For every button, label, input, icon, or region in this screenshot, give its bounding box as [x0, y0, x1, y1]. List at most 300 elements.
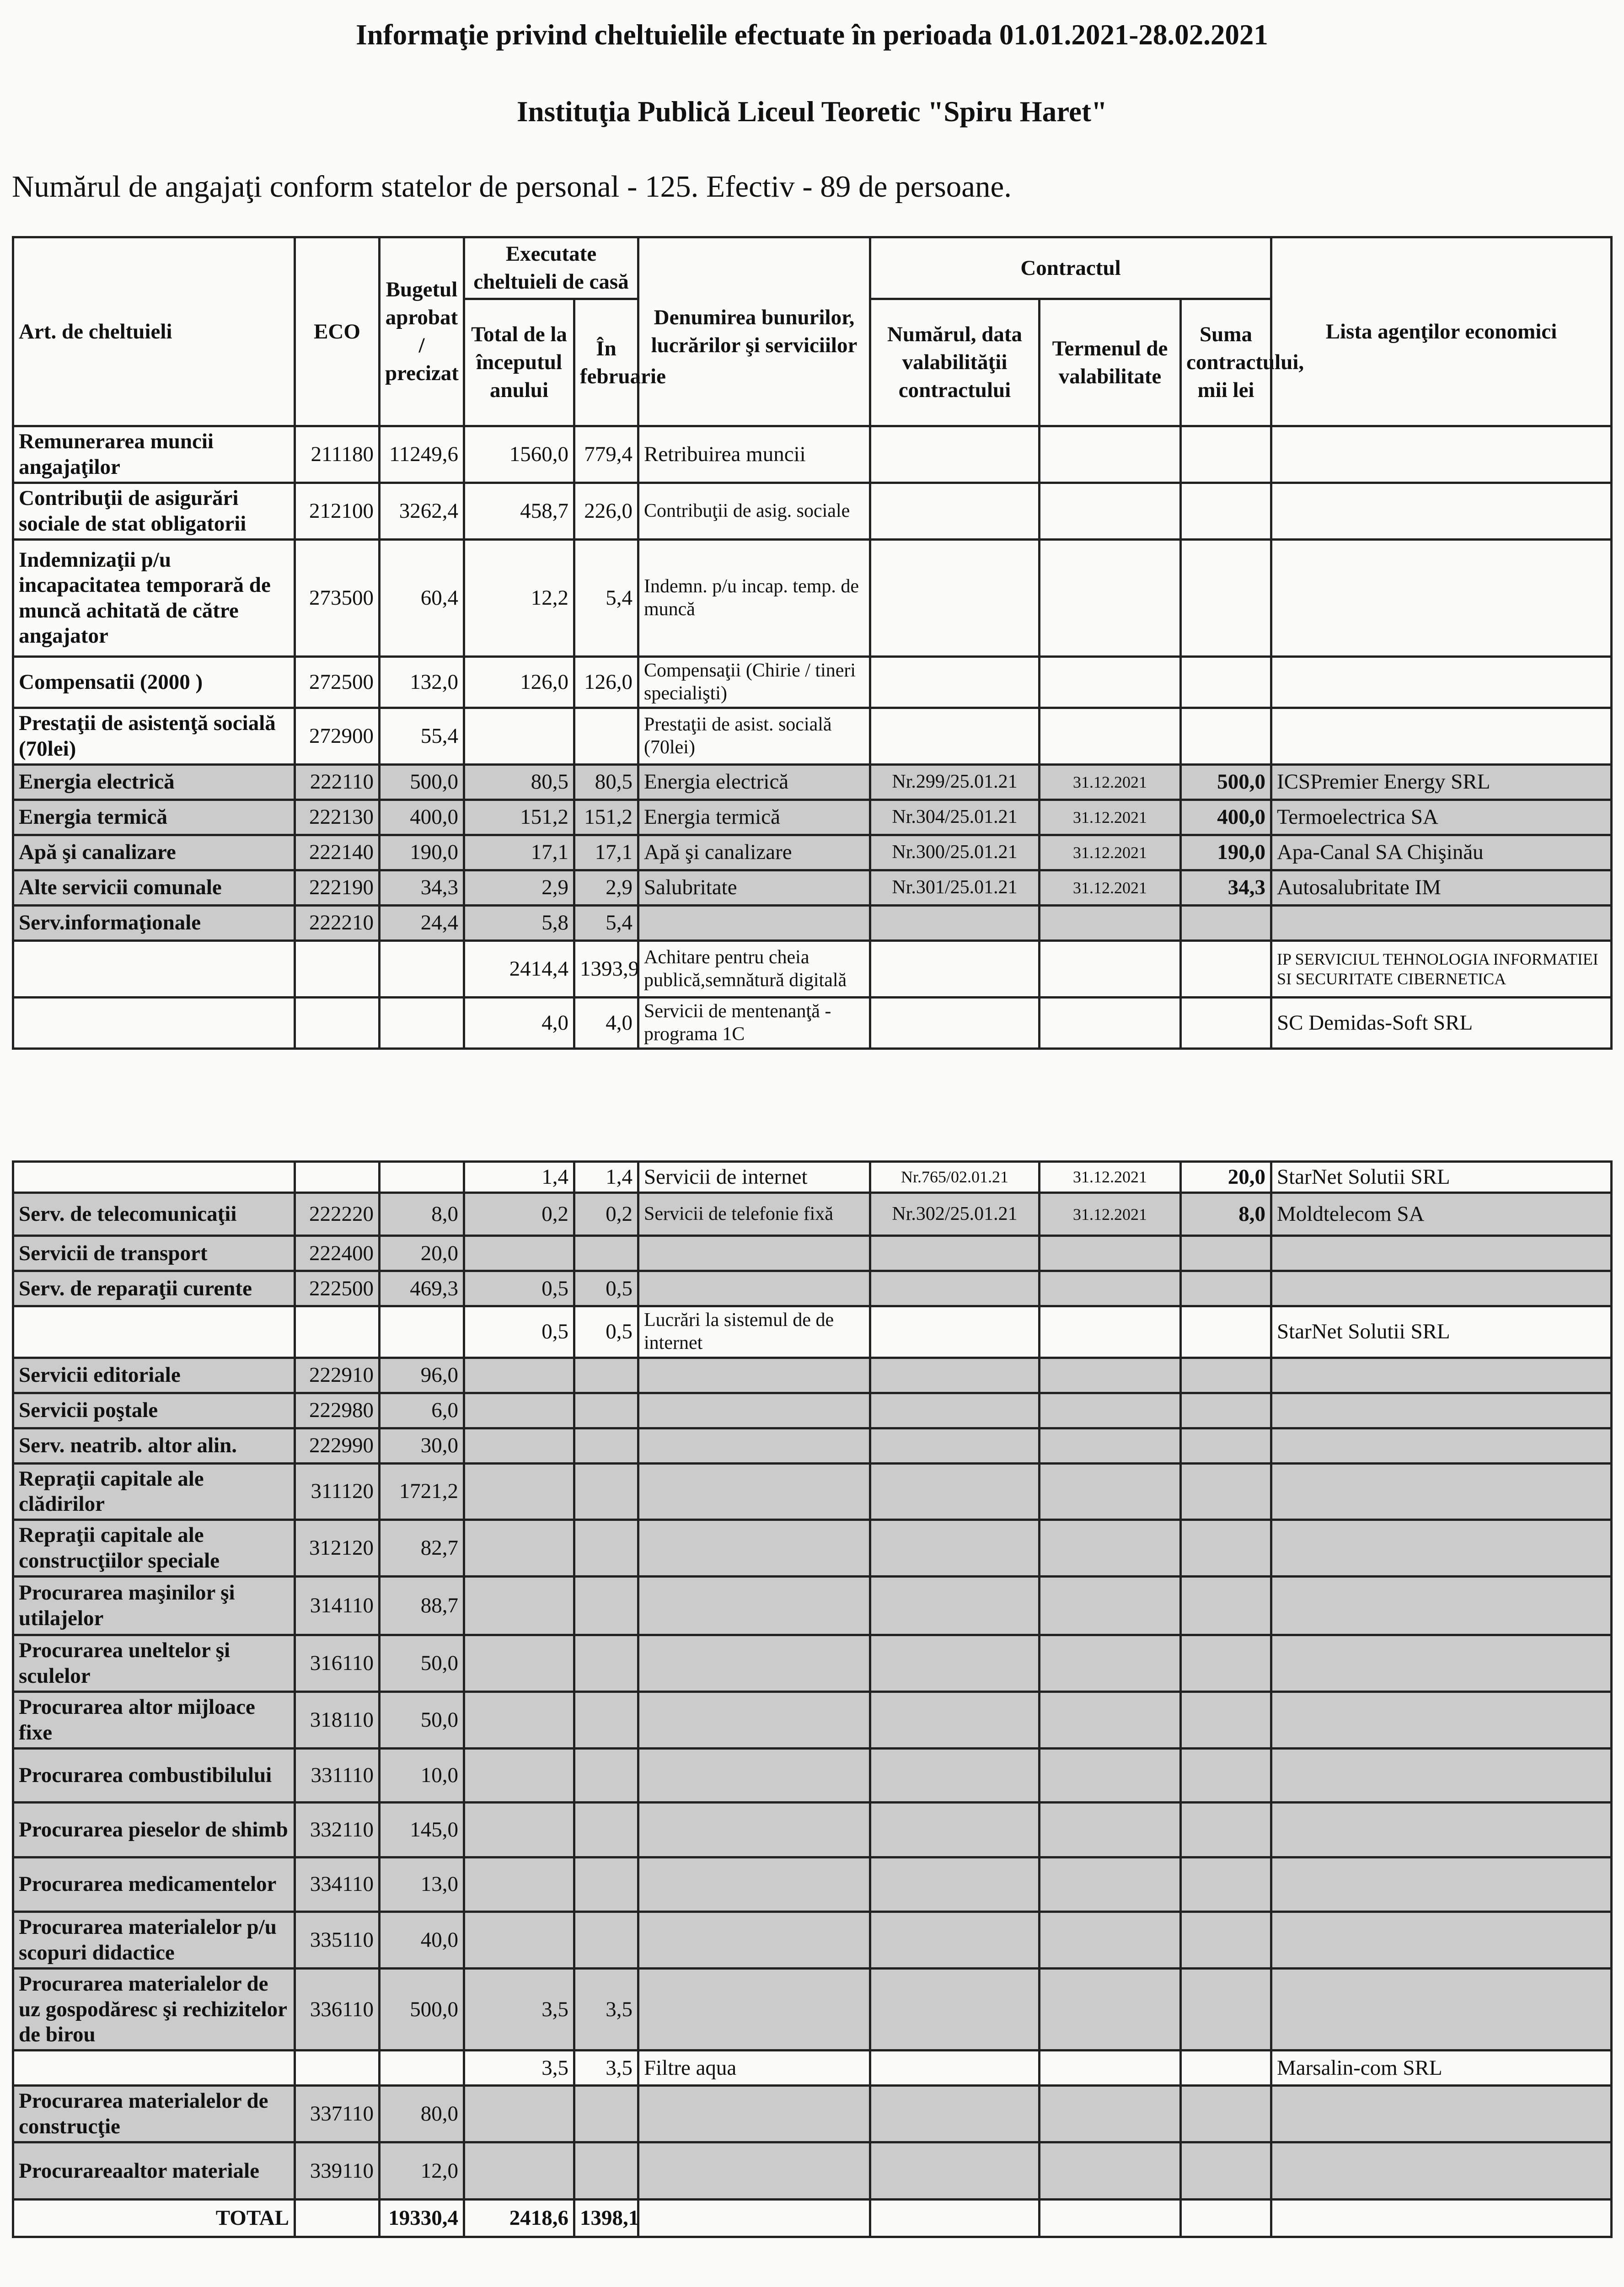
cell-eco: 222210	[295, 906, 380, 941]
col-contract-no-header: Numărul, data valabilităţii contractului	[870, 299, 1040, 426]
cell-art: TOTAL	[13, 2200, 295, 2237]
cell-sum	[1181, 1271, 1271, 1306]
table-row	[13, 1271, 1612, 1306]
cell-ytd: 1,4	[464, 1162, 574, 1193]
cell-term	[1040, 1635, 1181, 1692]
cell-ytd: 17,1	[464, 835, 574, 870]
cell-eco: 222140	[295, 835, 380, 870]
cell-budget: 34,3	[380, 870, 464, 906]
cell-sum	[1181, 2142, 1271, 2200]
cell-desc: Contribuţii de asig. sociale	[638, 483, 870, 540]
cell-sum: 190,0	[1181, 835, 1271, 870]
cell-agent: IP SERVICIUL TEHNOLOGIA INFORMATIEI SI SECURITATE CIBERNETICA	[1271, 941, 1612, 998]
table-row	[13, 483, 1612, 540]
cell-ytd	[464, 1428, 574, 1463]
cell-eco	[295, 941, 380, 998]
cell-budget: 24,4	[380, 906, 464, 941]
cell-contract	[870, 1236, 1040, 1271]
cell-budget: 11249,6	[380, 426, 464, 483]
cell-contract: Nr.299/25.01.21	[870, 765, 1040, 800]
cell-ytd	[464, 1393, 574, 1428]
cell-contract	[870, 906, 1040, 941]
cell-art: Servicii editoriale	[13, 1358, 295, 1393]
cell-desc	[638, 1858, 870, 1912]
cell-desc: Prestaţii de asist. socială (70lei)	[638, 708, 870, 765]
cell-contract: Nr.300/25.01.21	[870, 835, 1040, 870]
cell-desc	[638, 1428, 870, 1463]
cell-budget: 80,0	[380, 2086, 464, 2142]
cell-agent: Termoelectrica SA	[1271, 800, 1612, 835]
cell-eco: 273500	[295, 540, 380, 657]
cell-eco: 318110	[295, 1692, 380, 1749]
cell-eco: 334110	[295, 1858, 380, 1912]
cell-eco: 222220	[295, 1193, 380, 1236]
cell-contract	[870, 2200, 1040, 2237]
cell-ytd: 80,5	[464, 765, 574, 800]
cell-contract	[870, 1577, 1040, 1635]
cell-month: 1,4	[574, 1162, 638, 1193]
cell-art: Contribuţii de asigurări sociale de stat obligatorii	[13, 483, 295, 540]
cell-month: 0,2	[574, 1193, 638, 1236]
cell-term	[1040, 1969, 1181, 2051]
cell-agent: SC Demidas-Soft SRL	[1271, 998, 1612, 1049]
cell-month	[574, 1803, 638, 1858]
cell-desc	[638, 1393, 870, 1428]
cell-agent	[1271, 2086, 1612, 2142]
table-row	[13, 941, 1612, 998]
cell-month	[574, 1463, 638, 1520]
cell-contract	[870, 1393, 1040, 1428]
cell-eco: 311120	[295, 1463, 380, 1520]
cell-sum: 34,3	[1181, 870, 1271, 906]
cell-sum	[1181, 1577, 1271, 1635]
expenses-table	[12, 236, 1613, 1050]
cell-budget: 400,0	[380, 800, 464, 835]
cell-desc	[638, 1912, 870, 1969]
cell-term	[1040, 2142, 1181, 2200]
cell-ytd: 2414,4	[464, 941, 574, 998]
cell-month	[574, 1635, 638, 1692]
cell-month: 0,5	[574, 1271, 638, 1306]
cell-desc: Servicii de mentenanţă - programa 1C	[638, 998, 870, 1049]
cell-agent	[1271, 1692, 1612, 1749]
cell-sum: 500,0	[1181, 765, 1271, 800]
table-body-bottom	[13, 1162, 1612, 2237]
cell-month: 2,9	[574, 870, 638, 906]
cell-term	[1040, 1749, 1181, 1803]
col-agents-header: Lista agenţilor economici	[1271, 237, 1612, 426]
cell-art: Energia termică	[13, 800, 295, 835]
cell-sum	[1181, 1912, 1271, 1969]
cell-eco: 222910	[295, 1358, 380, 1393]
table-body-top	[13, 426, 1612, 1049]
cell-sum	[1181, 483, 1271, 540]
cell-agent	[1271, 1803, 1612, 1858]
cell-art: Procurarea materialelor de construcţie	[13, 2086, 295, 2142]
cell-contract	[870, 1520, 1040, 1577]
cell-eco: 331110	[295, 1749, 380, 1803]
cell-term	[1040, 1520, 1181, 1577]
cell-art: Compensatii (2000 )	[13, 657, 295, 708]
cell-agent	[1271, 1749, 1612, 1803]
cell-art: Repraţii capitale ale construcţiilor speciale	[13, 1520, 295, 1577]
table-row	[13, 906, 1612, 941]
cell-term	[1040, 2086, 1181, 2142]
cell-art: Servicii de transport	[13, 1236, 295, 1271]
table-row	[13, 1428, 1612, 1463]
cell-agent	[1271, 1858, 1612, 1912]
cell-contract: Nr.301/25.01.21	[870, 870, 1040, 906]
cell-desc	[638, 1358, 870, 1393]
cell-desc: Apă şi canalizare	[638, 835, 870, 870]
cell-month: 80,5	[574, 765, 638, 800]
cell-sum	[1181, 1428, 1271, 1463]
cell-agent: Marsalin-com SRL	[1271, 2051, 1612, 2086]
cell-term	[1040, 1463, 1181, 1520]
cell-term	[1040, 1577, 1181, 1635]
table-row	[13, 835, 1612, 870]
cell-budget: 190,0	[380, 835, 464, 870]
table-row	[13, 800, 1612, 835]
cell-contract	[870, 941, 1040, 998]
cell-agent: StarNet Solutii SRL	[1271, 1162, 1612, 1193]
cell-ytd	[464, 1236, 574, 1271]
table-row	[13, 1858, 1612, 1912]
table-row	[13, 1912, 1612, 1969]
cell-desc	[638, 906, 870, 941]
cell-eco: 336110	[295, 1969, 380, 2051]
cell-term: 31.12.2021	[1040, 800, 1181, 835]
cell-desc: Lucrări la sistemul de de internet	[638, 1306, 870, 1358]
table-row	[13, 1393, 1612, 1428]
cell-term: 31.12.2021	[1040, 765, 1181, 800]
cell-term	[1040, 1236, 1181, 1271]
cell-art: Serv. neatrib. altor alin.	[13, 1428, 295, 1463]
cell-ytd	[464, 1749, 574, 1803]
table-row	[13, 657, 1612, 708]
cell-contract	[870, 998, 1040, 1049]
cell-contract	[870, 1635, 1040, 1692]
cell-ytd: 12,2	[464, 540, 574, 657]
cell-art: Procurareaaltor materiale	[13, 2142, 295, 2200]
cell-month: 779,4	[574, 426, 638, 483]
cell-sum	[1181, 941, 1271, 998]
cell-month	[574, 708, 638, 765]
cell-ytd: 2418,6	[464, 2200, 574, 2237]
staff-line: Numărul de angajaţi conform statelor de personal - 125. Efectiv - 89 de persoane.	[12, 170, 1012, 204]
cell-art: Remunerarea muncii angajaţilor	[13, 426, 295, 483]
cell-eco: 332110	[295, 1803, 380, 1858]
cell-month: 3,5	[574, 2051, 638, 2086]
cell-term	[1040, 483, 1181, 540]
cell-budget: 469,3	[380, 1271, 464, 1306]
cell-art	[13, 1162, 295, 1193]
cell-sum	[1181, 1692, 1271, 1749]
cell-ytd	[464, 1463, 574, 1520]
cell-sum	[1181, 1463, 1271, 1520]
cell-contract	[870, 2051, 1040, 2086]
cell-desc: Retribuirea muncii	[638, 426, 870, 483]
cell-term: 31.12.2021	[1040, 1162, 1181, 1193]
cell-sum	[1181, 1520, 1271, 1577]
cell-ytd: 151,2	[464, 800, 574, 835]
cell-budget: 500,0	[380, 765, 464, 800]
cell-desc: Servicii de telefonie fixă	[638, 1193, 870, 1236]
col-art-header: Art. de cheltuieli	[13, 237, 295, 426]
cell-agent	[1271, 2142, 1612, 2200]
cell-desc	[638, 1635, 870, 1692]
cell-ytd	[464, 1692, 574, 1749]
cell-ytd	[464, 1803, 574, 1858]
cell-sum: 8,0	[1181, 1193, 1271, 1236]
cell-agent	[1271, 1520, 1612, 1577]
cell-eco: 222980	[295, 1393, 380, 1428]
cell-agent: Apa-Canal SA Chişinău	[1271, 835, 1612, 870]
table-row	[13, 870, 1612, 906]
cell-budget: 60,4	[380, 540, 464, 657]
cell-agent	[1271, 708, 1612, 765]
cell-desc: Servicii de internet	[638, 1162, 870, 1193]
cell-month	[574, 1236, 638, 1271]
cell-month: 226,0	[574, 483, 638, 540]
cell-ytd: 0,5	[464, 1306, 574, 1358]
cell-month: 5,4	[574, 540, 638, 657]
cell-desc: Energia termică	[638, 800, 870, 835]
cell-ytd	[464, 2142, 574, 2200]
table-row	[13, 1463, 1612, 1520]
cell-eco: 335110	[295, 1912, 380, 1969]
col-contract-header: Contractul	[870, 237, 1271, 299]
cell-term	[1040, 906, 1181, 941]
cell-budget: 50,0	[380, 1692, 464, 1749]
cell-eco: 272500	[295, 657, 380, 708]
table-row	[13, 1969, 1612, 2051]
cell-month	[574, 1912, 638, 1969]
cell-budget: 13,0	[380, 1858, 464, 1912]
cell-eco: 222500	[295, 1271, 380, 1306]
cell-budget: 132,0	[380, 657, 464, 708]
cell-ytd	[464, 1635, 574, 1692]
cell-budget: 30,0	[380, 1428, 464, 1463]
cell-art: Serv. de reparaţii curente	[13, 1271, 295, 1306]
col-executed-header: Executate cheltuieli de casă	[464, 237, 638, 299]
cell-agent: Moldtelecom SA	[1271, 1193, 1612, 1236]
cell-art: Procurarea maşinilor şi utilajelor	[13, 1577, 295, 1635]
cell-budget: 20,0	[380, 1236, 464, 1271]
cell-month: 4,0	[574, 998, 638, 1049]
cell-budget	[380, 1162, 464, 1193]
cell-budget: 82,7	[380, 1520, 464, 1577]
table-row	[13, 1577, 1612, 1635]
cell-term	[1040, 1912, 1181, 1969]
cell-agent	[1271, 426, 1612, 483]
cell-agent	[1271, 483, 1612, 540]
cell-desc: Energia electrică	[638, 765, 870, 800]
cell-budget: 500,0	[380, 1969, 464, 2051]
cell-art: Procurarea altor mijloace fixe	[13, 1692, 295, 1749]
cell-sum	[1181, 2086, 1271, 2142]
cell-art: Procurarea combustibilului	[13, 1749, 295, 1803]
table-row	[13, 1692, 1612, 1749]
cell-month: 1398,1	[574, 2200, 638, 2237]
col-term-header: Termenul de valabilitate	[1040, 299, 1181, 426]
cell-month	[574, 1692, 638, 1749]
col-eco-header: ECO	[295, 237, 380, 426]
cell-term	[1040, 941, 1181, 998]
cell-sum	[1181, 998, 1271, 1049]
cell-sum	[1181, 426, 1271, 483]
cell-agent: ICSPremier Energy SRL	[1271, 765, 1612, 800]
cell-term	[1040, 1358, 1181, 1393]
cell-contract	[870, 483, 1040, 540]
table-row	[13, 1635, 1612, 1692]
cell-contract	[870, 1858, 1040, 1912]
col-desc-header: Denumirea bunurilor, lucrărilor şi serviciilor	[638, 237, 870, 426]
cell-sum	[1181, 708, 1271, 765]
cell-desc: Salubritate	[638, 870, 870, 906]
cell-budget: 96,0	[380, 1358, 464, 1393]
cell-eco: 222190	[295, 870, 380, 906]
cell-eco: 211180	[295, 426, 380, 483]
cell-month: 0,5	[574, 1306, 638, 1358]
table-row	[13, 1306, 1612, 1358]
cell-eco	[295, 1306, 380, 1358]
col-sum-header: Suma contractului, mii lei	[1181, 299, 1271, 426]
cell-term	[1040, 657, 1181, 708]
cell-eco	[295, 2200, 380, 2237]
cell-agent	[1271, 1912, 1612, 1969]
cell-desc	[638, 1692, 870, 1749]
cell-contract	[870, 426, 1040, 483]
cell-agent	[1271, 1969, 1612, 2051]
cell-sum	[1181, 1393, 1271, 1428]
cell-art: Prestaţii de asistenţă socială (70lei)	[13, 708, 295, 765]
cell-desc: Filtre aqua	[638, 2051, 870, 2086]
cell-budget	[380, 941, 464, 998]
cell-agent	[1271, 1463, 1612, 1520]
cell-contract	[870, 708, 1040, 765]
table-row	[13, 708, 1612, 765]
cell-contract: Nr.304/25.01.21	[870, 800, 1040, 835]
cell-sum	[1181, 2051, 1271, 2086]
cell-ytd	[464, 2086, 574, 2142]
cell-desc	[638, 1803, 870, 1858]
cell-art: Energia electrică	[13, 765, 295, 800]
cell-term: 31.12.2021	[1040, 870, 1181, 906]
cell-month: 17,1	[574, 835, 638, 870]
cell-sum	[1181, 2200, 1271, 2237]
cell-eco	[295, 2051, 380, 2086]
cell-contract: Nr.765/02.01.21	[870, 1162, 1040, 1193]
cell-eco: 312120	[295, 1520, 380, 1577]
cell-ytd: 4,0	[464, 998, 574, 1049]
cell-desc	[638, 2142, 870, 2200]
table-row	[13, 2051, 1612, 2086]
cell-sum	[1181, 1969, 1271, 2051]
cell-budget: 145,0	[380, 1803, 464, 1858]
cell-desc	[638, 1520, 870, 1577]
cell-ytd	[464, 708, 574, 765]
cell-contract	[870, 1306, 1040, 1358]
cell-sum	[1181, 1306, 1271, 1358]
cell-budget: 10,0	[380, 1749, 464, 1803]
cell-agent	[1271, 540, 1612, 657]
cell-ytd	[464, 1858, 574, 1912]
cell-art	[13, 998, 295, 1049]
cell-art: Serv.informaţionale	[13, 906, 295, 941]
cell-contract	[870, 1463, 1040, 1520]
table-row	[13, 765, 1612, 800]
cell-month	[574, 1858, 638, 1912]
cell-ytd	[464, 1912, 574, 1969]
cell-art: Serv. de telecomunicaţii	[13, 1193, 295, 1236]
cell-art: Procurarea materialelor p/u scopuri didactice	[13, 1912, 295, 1969]
table-row	[13, 1803, 1612, 1858]
cell-art: Servicii poştale	[13, 1393, 295, 1428]
cell-contract	[870, 1428, 1040, 1463]
cell-term	[1040, 1692, 1181, 1749]
cell-month: 126,0	[574, 657, 638, 708]
total-row	[13, 2200, 1612, 2237]
cell-eco: 272900	[295, 708, 380, 765]
cell-budget: 3262,4	[380, 483, 464, 540]
cell-art: Repraţii capitale ale clădirilor	[13, 1463, 295, 1520]
cell-eco: 316110	[295, 1635, 380, 1692]
table-row	[13, 540, 1612, 657]
col-month-header: În februarie	[574, 299, 638, 426]
cell-eco: 222400	[295, 1236, 380, 1271]
institution-name: Instituţia Publică Liceul Teoretic "Spiru Haret"	[517, 96, 1107, 128]
cell-art: Alte servicii comunale	[13, 870, 295, 906]
cell-desc	[638, 1577, 870, 1635]
cell-art	[13, 1306, 295, 1358]
cell-month: 3,5	[574, 1969, 638, 2051]
cell-ytd: 126,0	[464, 657, 574, 708]
cell-contract	[870, 2142, 1040, 2200]
cell-contract	[870, 1749, 1040, 1803]
cell-art	[13, 941, 295, 998]
cell-contract	[870, 1358, 1040, 1393]
cell-budget: 55,4	[380, 708, 464, 765]
cell-art: Procurarea materialelor de uz gospodăresc şi rechizitelor de birou	[13, 1969, 295, 2051]
table-row	[13, 2086, 1612, 2142]
cell-month: 1393,9	[574, 941, 638, 998]
cell-sum	[1181, 1236, 1271, 1271]
table-row	[13, 1358, 1612, 1393]
cell-art	[13, 2051, 295, 2086]
cell-art: Procurarea medicamentelor	[13, 1858, 295, 1912]
table-row	[13, 1236, 1612, 1271]
cell-term	[1040, 1393, 1181, 1428]
cell-month: 151,2	[574, 800, 638, 835]
table-row	[13, 2142, 1612, 2200]
cell-agent	[1271, 1635, 1612, 1692]
cell-term	[1040, 1271, 1181, 1306]
cell-agent	[1271, 1236, 1612, 1271]
cell-term	[1040, 2200, 1181, 2237]
cell-ytd: 1560,0	[464, 426, 574, 483]
cell-agent	[1271, 2200, 1612, 2237]
cell-contract	[870, 2086, 1040, 2142]
cell-contract	[870, 1692, 1040, 1749]
cell-desc	[638, 2086, 870, 2142]
cell-term	[1040, 1428, 1181, 1463]
cell-ytd: 458,7	[464, 483, 574, 540]
cell-ytd	[464, 1577, 574, 1635]
cell-term	[1040, 1858, 1181, 1912]
cell-eco: 314110	[295, 1577, 380, 1635]
cell-term: 31.12.2021	[1040, 835, 1181, 870]
